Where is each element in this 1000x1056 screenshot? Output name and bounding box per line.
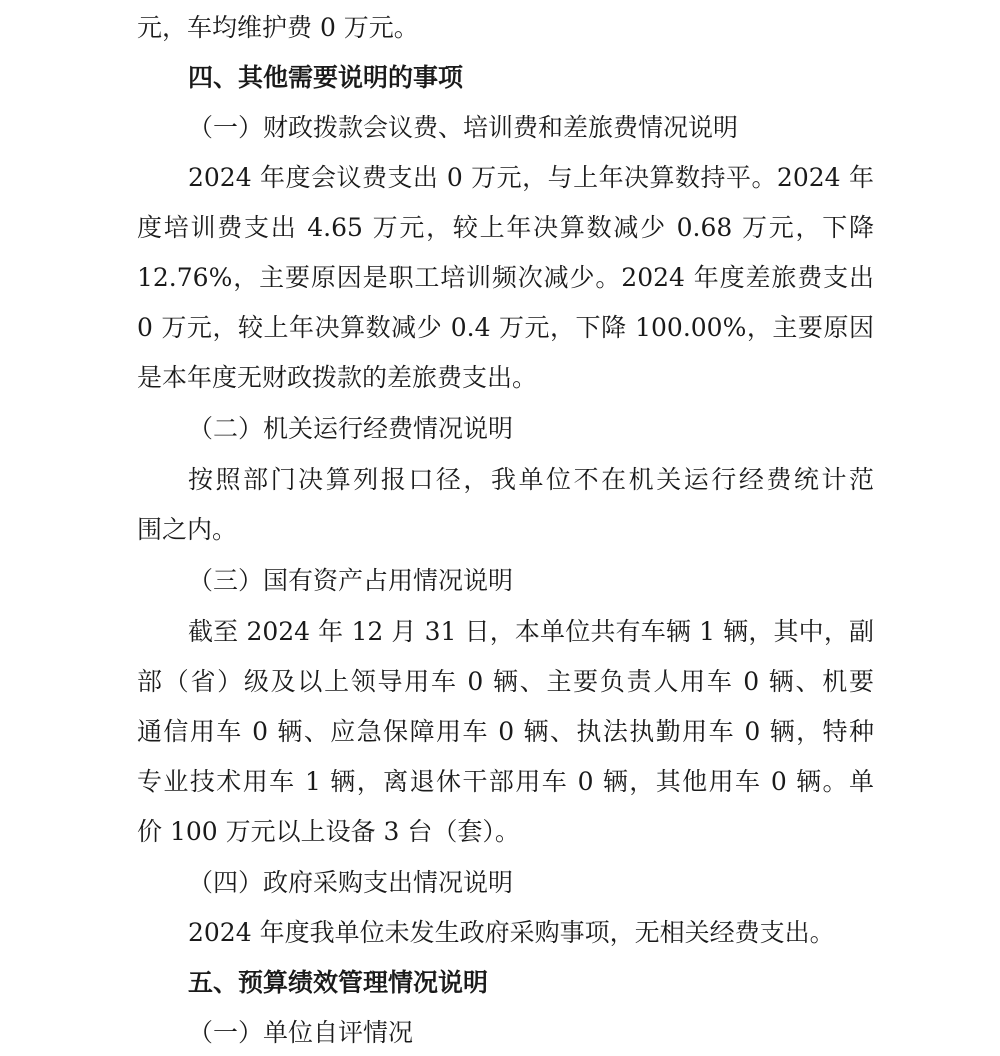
text-line: 是本年度无财政拨款的差旅费支出。 <box>137 363 538 392</box>
text-line: 部（省）级及以上领导用车 0 辆、主要负责人用车 0 辆、机要 <box>137 667 874 696</box>
text-line: 0 万元，较上年决算数减少 0.4 万元，下降 100.00%，主要原因 <box>137 313 874 342</box>
text-line: 元，车均维护费 0 万元。 <box>137 13 419 42</box>
text-line: 2024 年度我单位未发生政府采购事项，无相关经费支出。 <box>188 918 835 947</box>
text-line: 12.76%，主要原因是职工培训频次减少。2024 年度差旅费支出 <box>137 263 874 292</box>
text-line: 专业技术用车 1 辆，离退休干部用车 0 辆，其他用车 0 辆。单 <box>137 767 874 796</box>
text-line: 围之内。 <box>137 515 238 544</box>
subsection-heading: （二）机关运行经费情况说明 <box>188 414 514 443</box>
section-heading: 四、其他需要说明的事项 <box>188 63 464 92</box>
subsection-heading: （一）财政拨款会议费、培训费和差旅费情况说明 <box>188 113 739 142</box>
subsection-heading: （四）政府采购支出情况说明 <box>188 868 514 897</box>
text-line: 按照部门决算列报口径，我单位不在机关运行经费统计范 <box>188 465 874 494</box>
text-line: 截至 2024 年 12 月 31 日，本单位共有车辆 1 辆，其中，副 <box>188 617 874 646</box>
subsection-heading: （一）单位自评情况 <box>188 1018 414 1047</box>
section-heading: 五、预算绩效管理情况说明 <box>188 968 489 997</box>
subsection-heading: （三）国有资产占用情况说明 <box>188 566 514 595</box>
text-line: 价 100 万元以上设备 3 台（套）。 <box>137 817 520 846</box>
text-line: 2024 年度会议费支出 0 万元，与上年决算数持平。2024 年 <box>188 163 874 192</box>
text-line: 度培训费支出 4.65 万元，较上年决算数减少 0.68 万元，下降 <box>137 213 874 242</box>
text-line: 通信用车 0 辆、应急保障用车 0 辆、执法执勤用车 0 辆，特种 <box>137 717 874 746</box>
